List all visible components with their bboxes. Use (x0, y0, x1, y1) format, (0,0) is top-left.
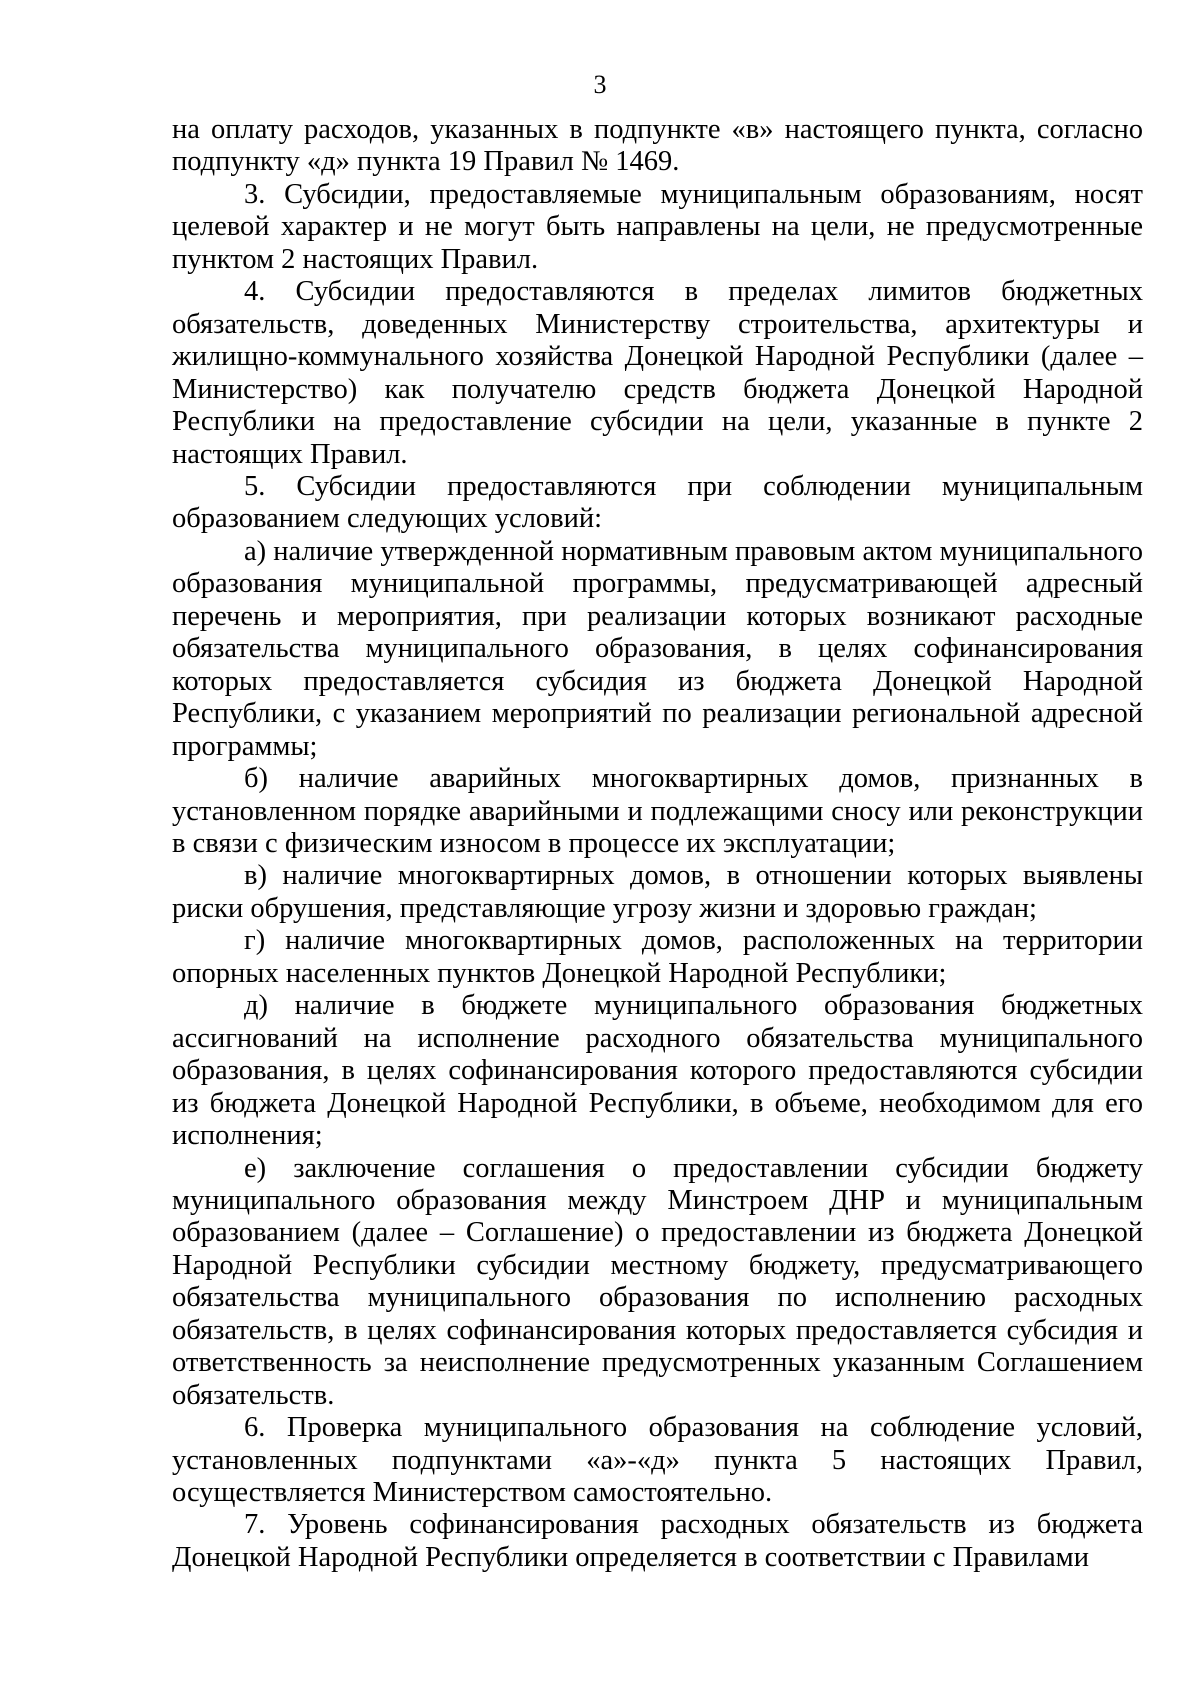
paragraph-item-4: 4. Субсидии предоставляются в пределах лимитов бюджетных обязательств, доведенных Министерству строительства, архитектуры и жилищно-коммунального хозяйства Донецкой Народной Республики (далее – Министерство) как получателю средств бюджета Донецкой Народной Республики на предоставление субсидии на цели, указанные в пункте 2 настоящих Правил. (172, 276, 1143, 470)
paragraph-item-3: 3. Субсидии, предоставляемые муниципальным образованиям, носят целевой характер и не могут быть направлены на цели, не предусмотренные пунктом 2 настоящих Правил. (172, 178, 1143, 275)
subitem-d: д) наличие в бюджете муниципального образования бюджетных ассигнований на исполнение расходного обязательства муниципального образования, в целях софинансирования которого предоставляются субсидии из бюджета Донецкой Народной Республики, в объеме, необходимом для его исполнения; (172, 990, 1143, 1152)
paragraph-continuation: на оплату расходов, указанных в подпункте «в» настоящего пункта, согласно подпункту «д» пункта 19 Правил № 1469. (172, 114, 1143, 178)
document-body (172, 114, 1143, 1574)
subitem-b: б) наличие аварийных многоквартирных домов, признанных в установленном порядке аварийными и подлежащими сносу или реконструкции в связи с физическим износом в процессе их эксплуатации; (172, 763, 1143, 859)
paragraph-item-6: 6. Проверка муниципального образования на соблюдение условий, установленных подпунктами «а»-«д» пункта 5 настоящих Правил, осуществляется Министерством самостоятельно. (172, 1412, 1143, 1509)
paragraph-item-5: 5. Субсидии предоставляются при соблюдении муниципальным образованием следующих условий: (172, 470, 1143, 535)
subitem-e: е) заключение соглашения о предоставлении субсидии бюджету муниципального образования между Минстроем ДНР и муниципальным образованием (далее – Соглашение) о предоставлении из бюджета Донецкой Народной Республики субсидии местному бюджету, предусматривающего обязательства муниципального образования по исполнению расходных обязательств, в целях софинансирования которых предоставляется субсидия и ответственность за неисполнение предусмотренных указанным Соглашением обязательств. (172, 1152, 1143, 1411)
subitem-v: в) наличие многоквартирных домов, в отношении которых выявлены риски обрушения, представляющие угрозу жизни и здоровью граждан; (172, 860, 1143, 924)
paragraph-item-7: 7. Уровень софинансирования расходных обязательств из бюджета Донецкой Народной Республики определяется в соответствии с Правилами (172, 1509, 1143, 1573)
subitem-a: а) наличие утвержденной нормативным правовым актом муниципального образования муниципальной программы, предусматривающей адресный перечень и мероприятия, при реализации которых возникают расходные обязательства муниципального образования, в целях софинансирования которых предоставляется субсидия из бюджета Донецкой Народной Республики, с указанием мероприятий по реализации региональной адресной программы; (172, 535, 1143, 762)
subitem-g: г) наличие многоквартирных домов, расположенных на территории опорных населенных пунктов Донецкой Народной Республики; (172, 925, 1143, 989)
page-number: 3 (593, 70, 607, 99)
